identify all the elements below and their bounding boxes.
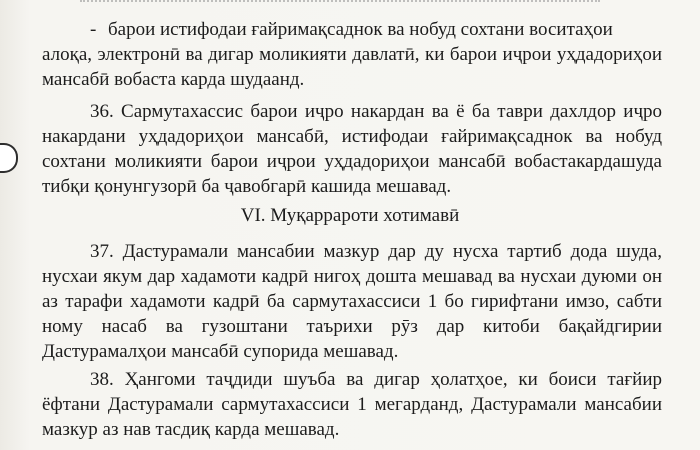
- p36-line-4: тибқи қонунгузорӣ ба ҷавобгарӣ кашида мешавад.: [42, 176, 452, 197]
- punch-hole: [0, 143, 18, 173]
- p36-line-1: 36. Сармутахассис барои иҷро накардан ва ё ба таври дахлдор иҷро: [90, 101, 662, 122]
- paragraph-37: [42, 239, 662, 364]
- p37-line-1: 37. Дастурамали мансабии мазкур дар ду нусха тартиб дода шуда,: [90, 241, 662, 262]
- section-heading: VI. Муқаррароти хотимавӣ: [240, 205, 460, 226]
- p38-line-1: 38. Ҳангоми таҷдиди шуъба ва дигар ҳолатҳое, ки боиси тағйир: [90, 369, 662, 390]
- paragraph-38: [42, 367, 662, 442]
- bullet-line-1: [42, 17, 662, 42]
- paragraph-36: [42, 99, 662, 199]
- p38-line-3: мазкур аз нав тасдиқ карда мешавад.: [42, 419, 340, 440]
- bullet-line-2: алоқа, электронӣ ва дигар моликияти давлатӣ, ки барои иҷрои уҳдадориҳои: [42, 44, 662, 65]
- bullet-dash: -: [90, 19, 97, 40]
- bullet-line-3: мансабӣ вобаста карда шудаанд.: [42, 69, 305, 90]
- p36-line-3: сохтани моликияти барои иҷрои уҳдадориҳои мансабӣ вобастакардашуда: [42, 151, 662, 172]
- p37-line-4: ному насаб ва гузоштани таърихи рӯз дар китоби бақайдгирии: [42, 316, 662, 337]
- p37-line-5: Дастурамалҳои мансабӣ супорида мешавад.: [42, 341, 399, 362]
- bullet-line-1-text: барои истифодаи ғайримақсаднок ва нобуд сохтани воситаҳои: [108, 19, 613, 40]
- p37-line-3: аз тарафи хадамоти кадрӣ ба сармутахассиси 1 бо гирифтани имзо, сабти: [42, 291, 662, 312]
- bullet-paragraph: [42, 17, 662, 92]
- p36-line-2: накардани уҳдадориҳои мансабӣ, истифодаи ғайримақсаднок ва нобуд: [42, 126, 662, 147]
- p38-line-2: ёфтани Дастурамали сармутахассиси 1 мегарданд, Дастурамали мансабии: [42, 394, 662, 415]
- p37-line-2: нусхаи якум дар хадамоти кадрӣ нигоҳ дошта мешавад ва нусхаи дуюми он: [42, 266, 662, 287]
- cut-off-text-line: [80, 0, 600, 5]
